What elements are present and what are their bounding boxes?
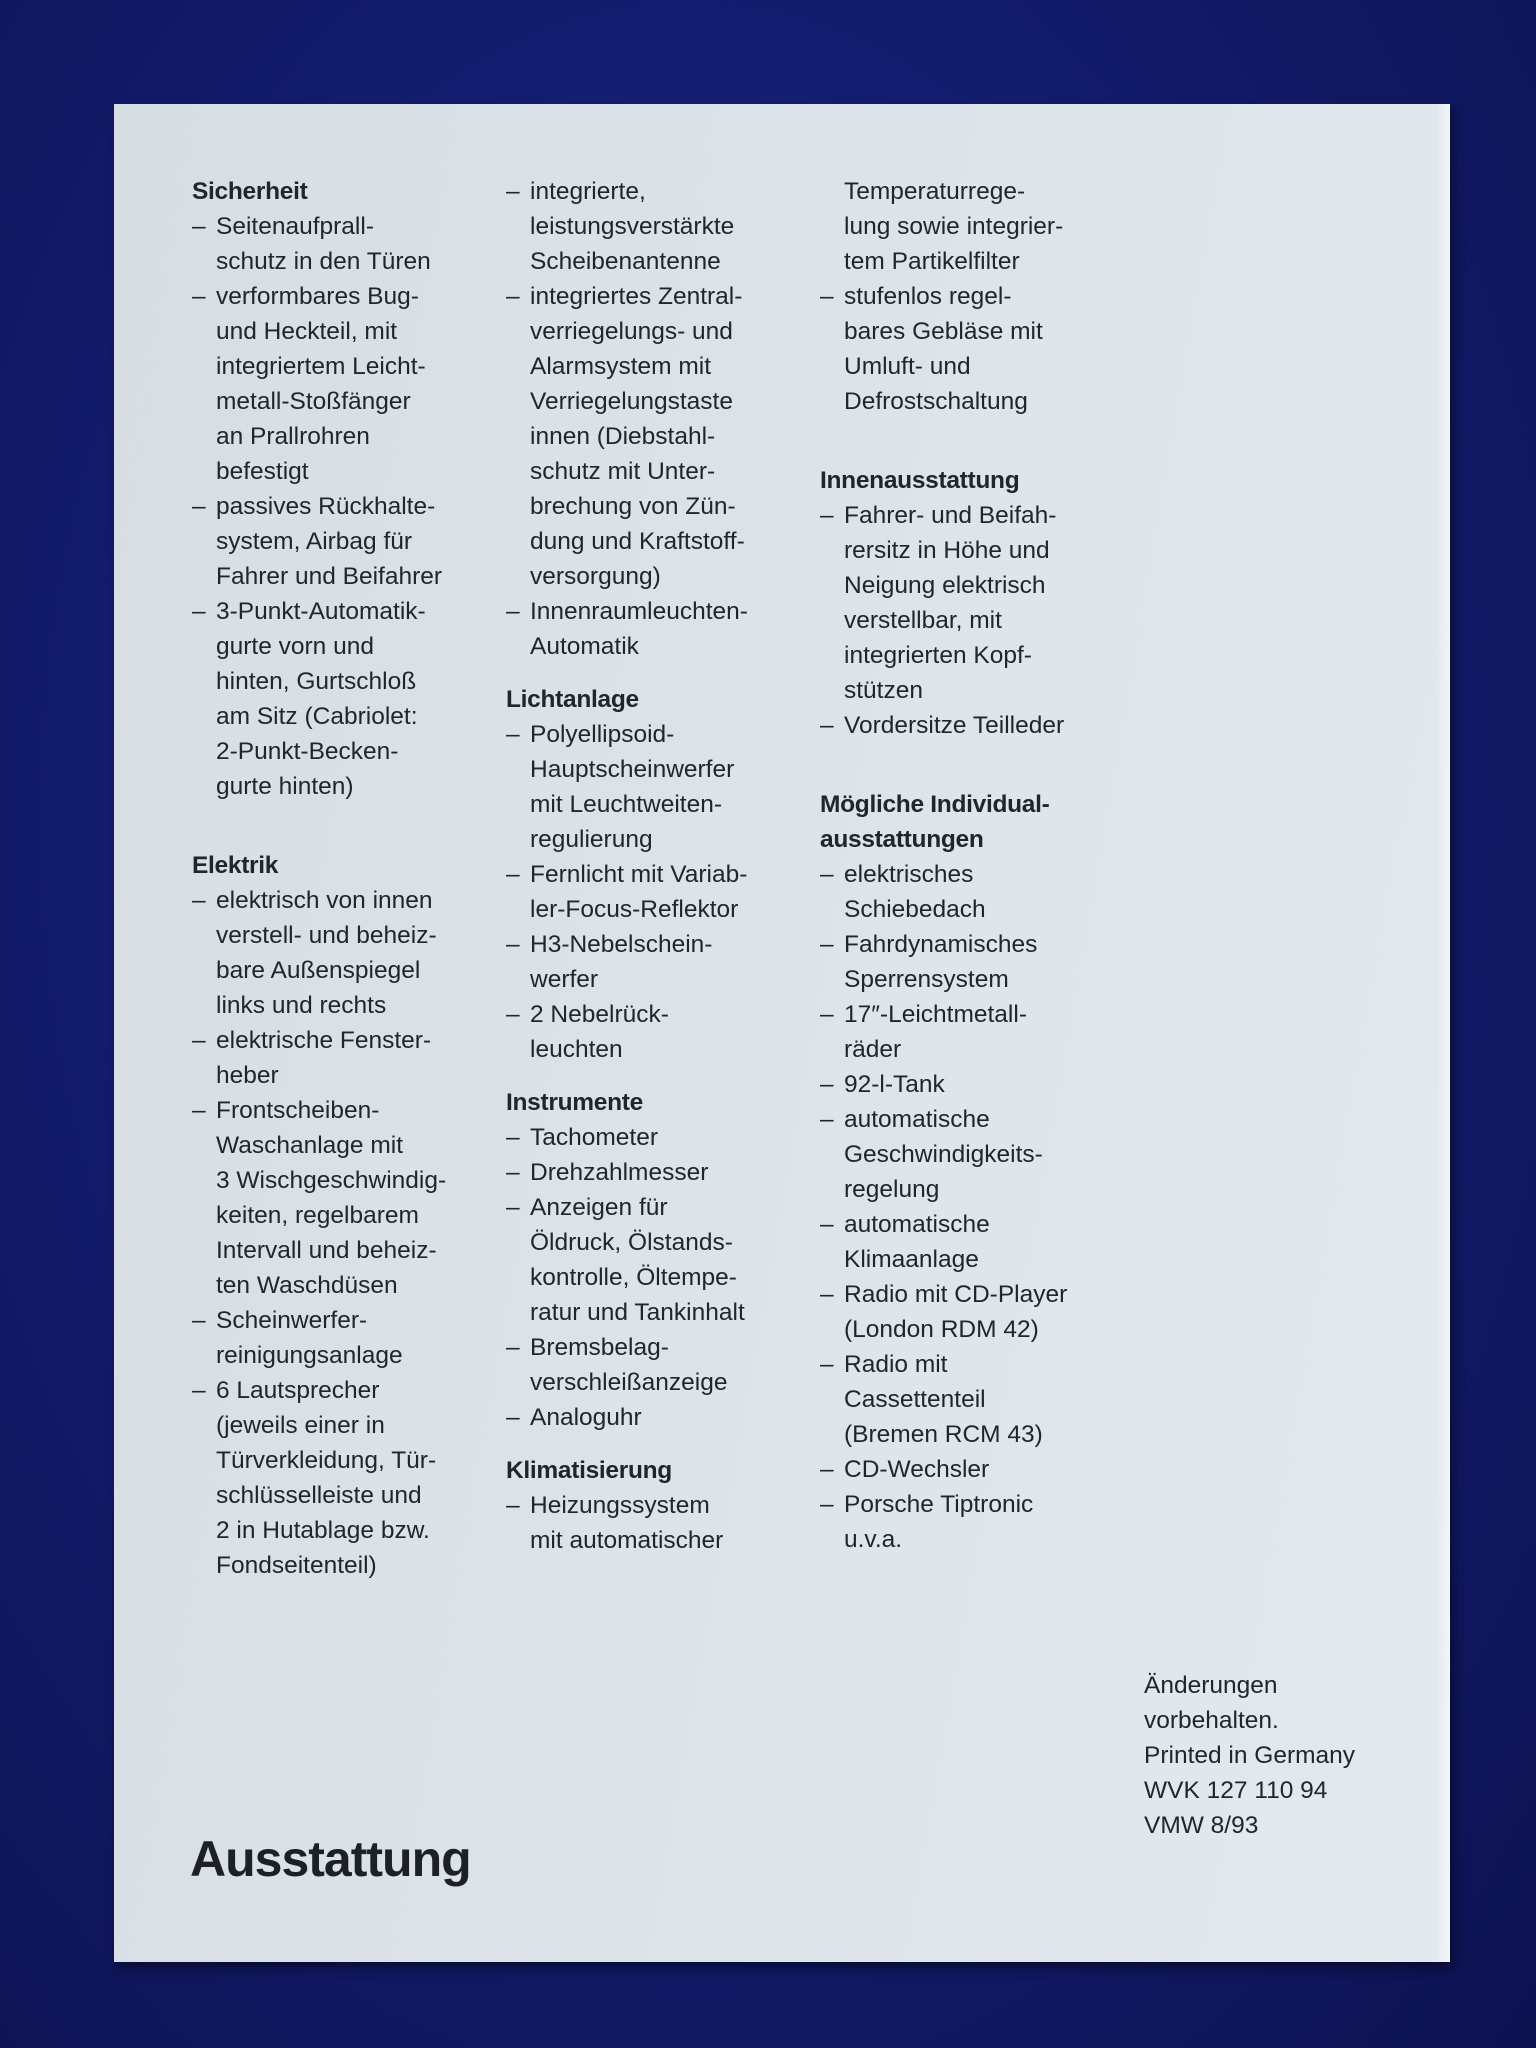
list-item [506, 1155, 806, 1190]
list-item [820, 708, 1120, 743]
item-text: passives Rückhalte- system, Airbag für Fahrer und Beifahrer [216, 493, 443, 590]
section-individualausstattungen [820, 787, 1120, 1557]
section-heading: Sicherheit [192, 178, 308, 205]
list-item [506, 857, 806, 927]
item-text: Polyellipsoid- Hauptscheinwerfer mit Leuchtweiten- regulierung [530, 721, 735, 853]
item-text: Fahrdynamisches Sperrensystem [844, 931, 1038, 993]
section-heading: Lichtanlage [506, 686, 639, 713]
list-item [820, 1207, 1120, 1277]
item-list [192, 209, 492, 804]
list-item [820, 279, 1120, 419]
section-heading: Mögliche Individual- ausstattungen [820, 791, 1050, 853]
list-item [820, 498, 1120, 708]
item-list [506, 1488, 806, 1558]
item-list [192, 883, 492, 1583]
item-text: Fernlicht mit Variab- ler-Focus-Reflektor [530, 861, 748, 923]
list-item [506, 594, 806, 664]
item-text: Seitenaufprall- schutz in den Türen [216, 213, 431, 275]
item-text: elektrisches Schiebedach [844, 861, 986, 923]
item-text: automatische Klimaanlage [844, 1211, 990, 1273]
list-item [506, 1400, 806, 1435]
item-text: Innenraumleuchten- Automatik [530, 598, 748, 660]
section-klimatisierung-items [820, 279, 1120, 419]
column-3 [820, 174, 1120, 1575]
item-list [506, 174, 806, 664]
list-item [820, 1102, 1120, 1207]
item-text: Vordersitze Teilleder [844, 712, 1065, 739]
column-2 [506, 174, 806, 1576]
item-text: Bremsbelag- verschleißanzeige [530, 1334, 728, 1396]
item-text: 92-l-Tank [844, 1071, 945, 1098]
imprint-line: VMW 8/93 [1144, 1812, 1259, 1839]
imprint-line: Änderungen [1144, 1672, 1278, 1699]
imprint-line: Printed in Germany [1144, 1742, 1356, 1769]
list-item [506, 1120, 806, 1155]
list-item [820, 1487, 1120, 1557]
section-innenausstattung [820, 463, 1120, 743]
list-item [820, 1277, 1120, 1347]
item-text: automatische Geschwindigkeits- regelung [844, 1106, 1043, 1203]
list-item [192, 1023, 492, 1093]
list-item [506, 1190, 806, 1330]
list-item [506, 1330, 806, 1400]
section-heading: Instrumente [506, 1089, 643, 1116]
item-list [506, 1120, 806, 1435]
item-list [506, 717, 806, 1067]
item-text: Analoguhr [530, 1404, 642, 1431]
item-list [820, 857, 1120, 1557]
list-item [820, 927, 1120, 997]
column-1 [192, 174, 492, 1601]
item-text: Scheinwerfer- reinigungsanlage [216, 1307, 403, 1369]
list-item [192, 1373, 492, 1583]
list-item [192, 209, 492, 279]
item-text: Tachometer [530, 1124, 659, 1151]
list-item [820, 1347, 1120, 1452]
list-item [506, 717, 806, 857]
item-text: verformbares Bug- und Heckteil, mit integriertem Leicht- metall-Stoßfänger an Prallrohren befestigt [216, 283, 426, 485]
continued-text: Temperaturrege- lung sowie integrier- tem Partikelfilter [844, 178, 1064, 275]
section-heading: Innenausstattung [820, 467, 1020, 494]
list-item [192, 1303, 492, 1373]
item-list [820, 498, 1120, 743]
item-text: Fahrer- und Beifah- rersitz in Höhe und Neigung elektrisch verstellbar, mit integrierten Kopf- stützen [844, 502, 1057, 704]
item-text: H3-Nebelschein- werfer [530, 931, 713, 993]
list-item [192, 489, 492, 594]
item-text: integriertes Zentral- verriegelungs- und Alarmsystem mit Verriegelungstaste innen (Diebstahl- schutz mit Unter- brechung von Zün- dung und Kraftstoff- versorgung) [530, 283, 745, 590]
item-text: 17″-Leichtmetall- räder [844, 1001, 1027, 1063]
section-klimatisierung [506, 1453, 806, 1558]
section-lichtanlage [506, 682, 806, 1067]
item-text: CD-Wechsler [844, 1456, 990, 1483]
list-item [506, 279, 806, 594]
item-text: Radio mit Cassettenteil (Bremen RCM 43) [844, 1351, 1043, 1448]
list-item [192, 594, 492, 804]
list-item [820, 997, 1120, 1067]
item-text: 6 Lautsprecher (jeweils einer in Türverkleidung, Tür- schlüsselleiste und 2 in Hutablage bzw. Fondseitenteil) [216, 1377, 437, 1579]
list-item [506, 1488, 806, 1558]
item-list [820, 279, 1120, 419]
item-text: 3-Punkt-Automatik- gurte vorn und hinten, Gurtschloß am Sitz (Cabriolet: 2-Punkt-Becken- gurte hinten) [216, 598, 426, 800]
item-text: Drehzahlmesser [530, 1159, 709, 1186]
item-text: Heizungssystem mit automatischer [530, 1492, 724, 1554]
list-item [820, 1452, 1120, 1487]
item-text: integrierte, leistungsverstärkte Scheibenantenne [530, 178, 735, 275]
list-item [192, 883, 492, 1023]
list-item [192, 1093, 492, 1303]
list-item [820, 857, 1120, 927]
item-text: Frontscheiben- Waschanlage mit 3 Wischgeschwindig- keiten, regelbarem Intervall und beheiz- ten Waschdüsen [216, 1097, 447, 1299]
list-item [506, 927, 806, 997]
list-item [820, 1067, 1120, 1102]
item-text: elektrische Fenster- heber [216, 1027, 432, 1089]
item-text: Porsche Tiptronic u.v.a. [844, 1491, 1034, 1553]
section-klimatisierung-continued [820, 174, 1120, 279]
page-title: Ausstattung [190, 1831, 471, 1887]
section-elektrik [192, 848, 492, 1583]
section-instrumente [506, 1085, 806, 1435]
list-item [506, 997, 806, 1067]
imprint-note [1144, 1668, 1404, 1843]
item-text: stufenlos regel- bares Gebläse mit Umluft- und Defrostschaltung [844, 283, 1043, 415]
section-heading: Elektrik [192, 852, 279, 879]
section-sicherheit [192, 174, 492, 804]
section-elektrik-continued [506, 174, 806, 664]
section-heading: Klimatisierung [506, 1457, 672, 1484]
brochure-page [114, 104, 1450, 1962]
imprint-line: WVK 127 110 94 [1144, 1777, 1328, 1804]
item-text: 2 Nebelrück- leuchten [530, 1001, 669, 1063]
list-item [506, 174, 806, 279]
item-text: Anzeigen für Öldruck, Ölstands- kontrolle, Öltempe- ratur und Tankinhalt [530, 1194, 745, 1326]
imprint-line: vorbehalten. [1144, 1707, 1279, 1734]
page-edge [1436, 104, 1450, 1962]
item-text: elektrisch von innen verstell- und beheiz- bare Außenspiegel links und rechts [216, 887, 437, 1019]
item-text: Radio mit CD-Player (London RDM 42) [844, 1281, 1068, 1343]
list-item [192, 279, 492, 489]
